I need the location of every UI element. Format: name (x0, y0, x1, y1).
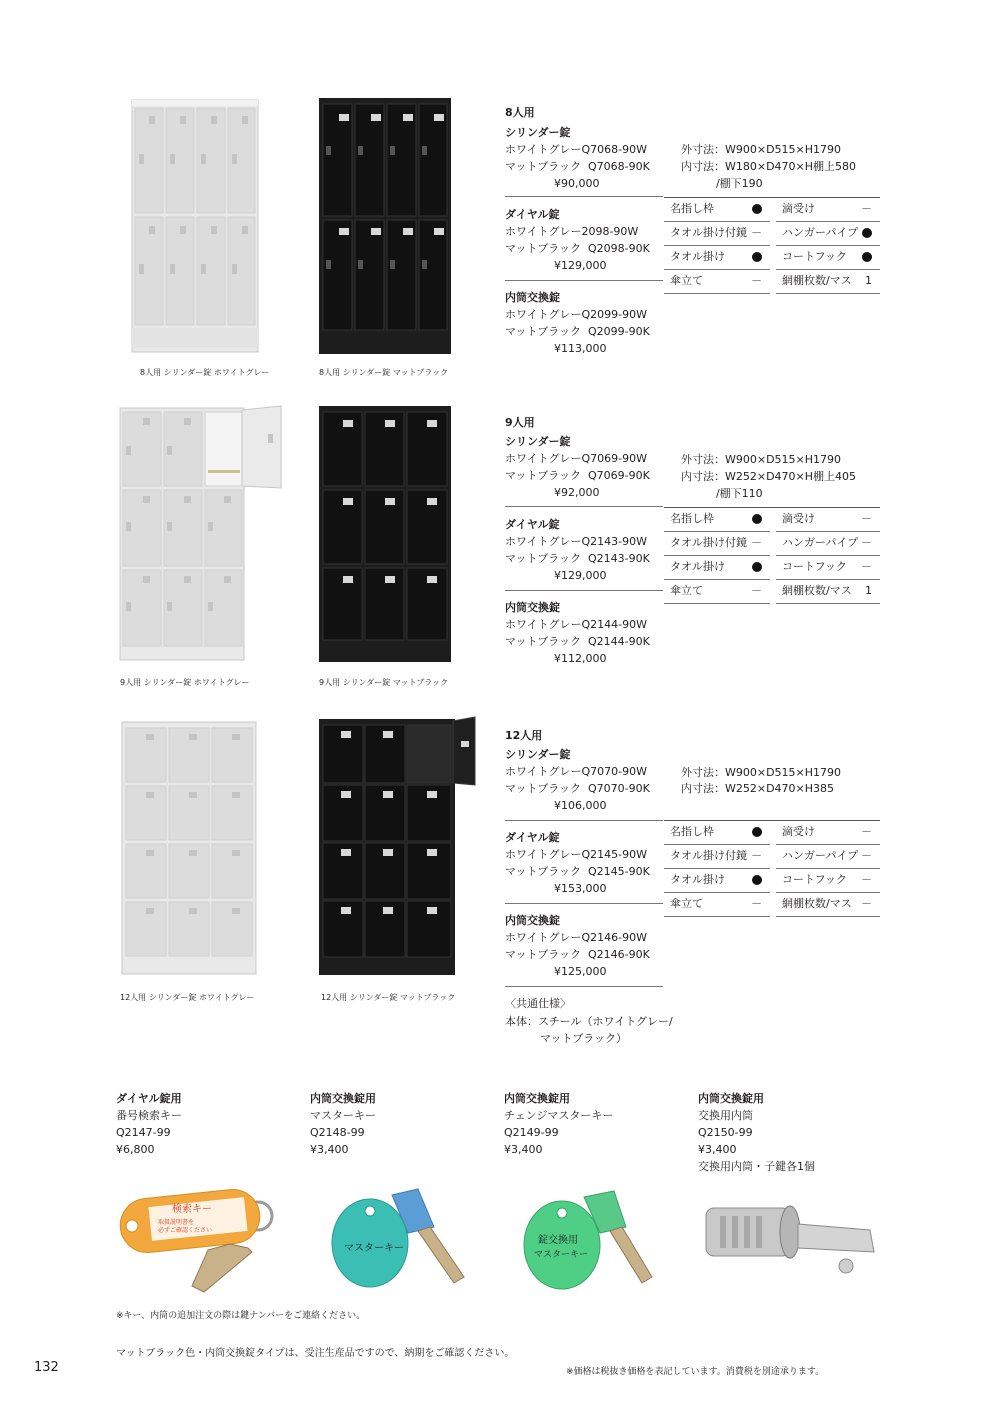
accessory-search-key (116, 1090, 182, 1158)
model-line: ホワイトグレーQ7068-90W (505, 143, 647, 156)
option-cell: ハンガーパイプ － (782, 849, 872, 862)
lock-type: 内筒交換錠 (505, 291, 560, 304)
option-cell: 網棚枚数/マス － (782, 897, 872, 910)
option-cell: コートフック (776, 246, 880, 268)
accessory-code: Q2149-99 (504, 1126, 559, 1139)
option-cell: タオル掛け付鏡 － (670, 536, 762, 549)
svg-text:取扱説明書を: 取扱説明書を (158, 1219, 195, 1226)
option-cell: コートフック － (782, 560, 872, 573)
section-heading: 12人用 (505, 729, 543, 742)
option-cell: ハンガーパイプ － (782, 536, 872, 549)
accessory-name: チェンジマスターキー (504, 1109, 614, 1122)
model-line: ホワイトグレーQ2146-90W (505, 931, 647, 944)
option-cell: 傘立て － (670, 274, 762, 287)
svg-text:錠交換用: 錠交換用 (538, 1235, 578, 1246)
black-locker-9-image (313, 402, 458, 668)
option-cell: タオル掛け (664, 869, 770, 891)
model-line: マットブラック Q2143-90K (505, 552, 650, 565)
accessory-code: Q2147-99 (116, 1126, 171, 1139)
inner-dimensions: 内寸法：W252×D470×H棚上405 (681, 470, 857, 483)
accessory-master-key (310, 1090, 376, 1158)
master-key-image (326, 1183, 471, 1293)
lock-type: シリンダー錠 (505, 435, 571, 448)
price-line: ¥90,000 (505, 177, 600, 190)
option-cell: 傘立て － (670, 584, 762, 597)
model-line: ホワイトグレーQ7069-90W (505, 452, 647, 465)
search-key-image (112, 1188, 292, 1298)
divider (505, 506, 663, 507)
option-cell: コートフック － (782, 873, 872, 886)
option-cell: 滴受け － (782, 825, 872, 838)
caption-black-9: 9人用 シリンダー錠 マットブラック (319, 678, 449, 687)
option-cell: 網棚枚数/マス 1 (782, 274, 872, 287)
available-dot (752, 252, 762, 262)
model-line: マットブラック Q2145-90K (505, 865, 650, 878)
available-dot (752, 875, 762, 885)
accessory-category: 内筒交換錠用 (504, 1092, 570, 1105)
lock-type: 内筒交換錠 (505, 601, 560, 614)
common-spec-line: 本体：スチール（ホワイトグレー/ (505, 1015, 673, 1028)
white-locker-8-image (122, 96, 262, 358)
white-locker-9-image (118, 404, 293, 666)
available-dot (752, 827, 762, 837)
accessory-price: ¥3,400 (310, 1143, 349, 1156)
svg-text:必ずご確認ください: 必ずご確認ください (158, 1227, 213, 1234)
divider (505, 196, 663, 197)
accessory-code: Q2148-99 (310, 1126, 365, 1139)
accessory-name: 番号検索キー (116, 1109, 182, 1122)
price-line: ¥153,000 (505, 882, 607, 895)
change-master-key-image (520, 1183, 665, 1293)
model-line: マットブラック Q7069-90K (505, 469, 650, 482)
option-cell: タオル掛け (664, 246, 770, 268)
black-locker-12-image (313, 715, 488, 983)
accessory-replacement-cylinder (698, 1090, 815, 1175)
model-line: マットブラック Q2146-90K (505, 948, 650, 961)
model-line: マットブラック Q2098-90K (505, 242, 650, 255)
available-dot (752, 562, 762, 572)
model-line: ホワイトグレーQ7070-90W (505, 765, 647, 778)
outer-dimensions: 外寸法：W900×D515×H1790 (681, 143, 842, 156)
caption-white-9: 9人用 シリンダー錠 ホワイトグレー (120, 678, 250, 687)
lock-type: 内筒交換錠 (505, 914, 560, 927)
black-locker-8-image (313, 94, 458, 360)
model-line: マットブラック Q2099-90K (505, 325, 650, 338)
price-line: ¥112,000 (505, 652, 607, 665)
common-spec-line: マットブラック） (505, 1032, 627, 1045)
lock-type: シリンダー錠 (505, 126, 571, 139)
section-heading: 9人用 (505, 416, 535, 429)
option-cell: 滴受け － (782, 512, 872, 525)
lock-type: ダイヤル錠 (505, 208, 560, 221)
caption-white-12: 12人用 シリンダー錠 ホワイトグレー (120, 993, 255, 1002)
white-locker-12-image (118, 718, 263, 982)
option-cell: タオル掛け付鏡 － (670, 226, 762, 239)
accessory-code: Q2150-99 (698, 1126, 753, 1139)
common-spec-title: 〈共通仕様〉 (505, 997, 571, 1010)
divider (505, 986, 663, 987)
lock-type: シリンダー錠 (505, 748, 571, 761)
outer-dimensions: 外寸法：W900×D515×H1790 (681, 766, 842, 779)
inner-dimensions-cont: /棚下190 (681, 177, 763, 190)
made-to-order-note: マットブラック色・内筒交換錠タイプは、受注生産品ですので、納期をご確認ください。 (116, 1348, 515, 1359)
inner-dimensions: 内寸法：W180×D470×H棚上580 (681, 160, 857, 173)
model-line: ホワイトグレーQ2143-90W (505, 535, 647, 548)
tax-note: ※価格は税抜き価格を表記しています。消費税を別途承ります。 (566, 1367, 825, 1377)
svg-text:マスターキー: マスターキー (534, 1250, 589, 1260)
option-cell: タオル掛け付鏡 － (670, 849, 762, 862)
section-heading: 8人用 (505, 106, 535, 119)
page-number: 132 (34, 1360, 59, 1375)
model-line: マットブラック Q7070-90K (505, 782, 650, 795)
divider (505, 590, 663, 591)
accessory-note: 交換用内筒・子鍵各1個 (698, 1160, 815, 1173)
model-line: マットブラック Q7068-90K (505, 160, 650, 173)
outer-dimensions: 外寸法：W900×D515×H1790 (681, 453, 842, 466)
option-cell: 名指し枠 (664, 821, 770, 843)
accessory-price: ¥6,800 (116, 1143, 155, 1156)
available-dot (752, 514, 762, 524)
inner-dimensions-cont: /棚下110 (681, 487, 763, 500)
model-line: ホワイトグレー2098-90W (505, 225, 639, 238)
price-line: ¥125,000 (505, 965, 607, 978)
accessory-category: ダイヤル錠用 (116, 1092, 182, 1105)
accessory-category: 内筒交換錠用 (698, 1092, 764, 1105)
caption-black-8: 8人用 シリンダー錠 マットブラック (319, 368, 449, 377)
inner-dimensions: 内寸法：W252×D470×H385 (681, 782, 835, 795)
model-line: マットブラック Q2144-90K (505, 635, 650, 648)
accessory-change-master-key (504, 1090, 613, 1158)
accessory-name: 交換用内筒 (698, 1109, 753, 1122)
option-cell: 滴受け － (782, 202, 872, 215)
lock-type: ダイヤル錠 (505, 831, 560, 844)
lock-type: ダイヤル錠 (505, 518, 560, 531)
available-dot (862, 228, 872, 238)
model-line: ホワイトグレーQ2099-90W (505, 308, 647, 321)
accessory-category: 内筒交換錠用 (310, 1092, 376, 1105)
accessory-price: ¥3,400 (504, 1143, 543, 1156)
divider (505, 820, 663, 821)
available-dot (862, 252, 872, 262)
caption-black-12: 12人用 シリンダー錠 マットブラック (321, 993, 456, 1002)
accessory-price: ¥3,400 (698, 1143, 737, 1156)
option-cell: 名指し枠 (664, 198, 770, 220)
divider (505, 280, 663, 281)
divider (505, 903, 663, 904)
model-line: ホワイトグレーQ2144-90W (505, 618, 647, 631)
price-line: ¥129,000 (505, 259, 607, 272)
option-cell: 網棚枚数/マス 1 (782, 584, 872, 597)
svg-text:検索キー: 検索キー (172, 1204, 212, 1215)
caption-white-8: 8人用 シリンダー錠 ホワイトグレー (140, 368, 270, 377)
accessory-name: マスターキー (310, 1109, 376, 1122)
svg-text:マスターキー: マスターキー (344, 1243, 404, 1254)
available-dot (752, 204, 762, 214)
price-line: ¥113,000 (505, 342, 607, 355)
price-line: ¥129,000 (505, 569, 607, 582)
replacement-cylinder-image (694, 1190, 879, 1290)
price-line: ¥92,000 (505, 486, 600, 499)
model-line: ホワイトグレーQ2145-90W (505, 848, 647, 861)
option-cell: 名指し枠 (664, 508, 770, 530)
option-cell: ハンガーパイプ (776, 222, 880, 244)
option-cell: タオル掛け (664, 556, 770, 578)
key-order-note: ※キー、内筒の追加注文の際は鍵ナンバーをご連絡ください。 (116, 1311, 366, 1321)
option-cell: 傘立て － (670, 897, 762, 910)
price-line: ¥106,000 (505, 799, 607, 812)
